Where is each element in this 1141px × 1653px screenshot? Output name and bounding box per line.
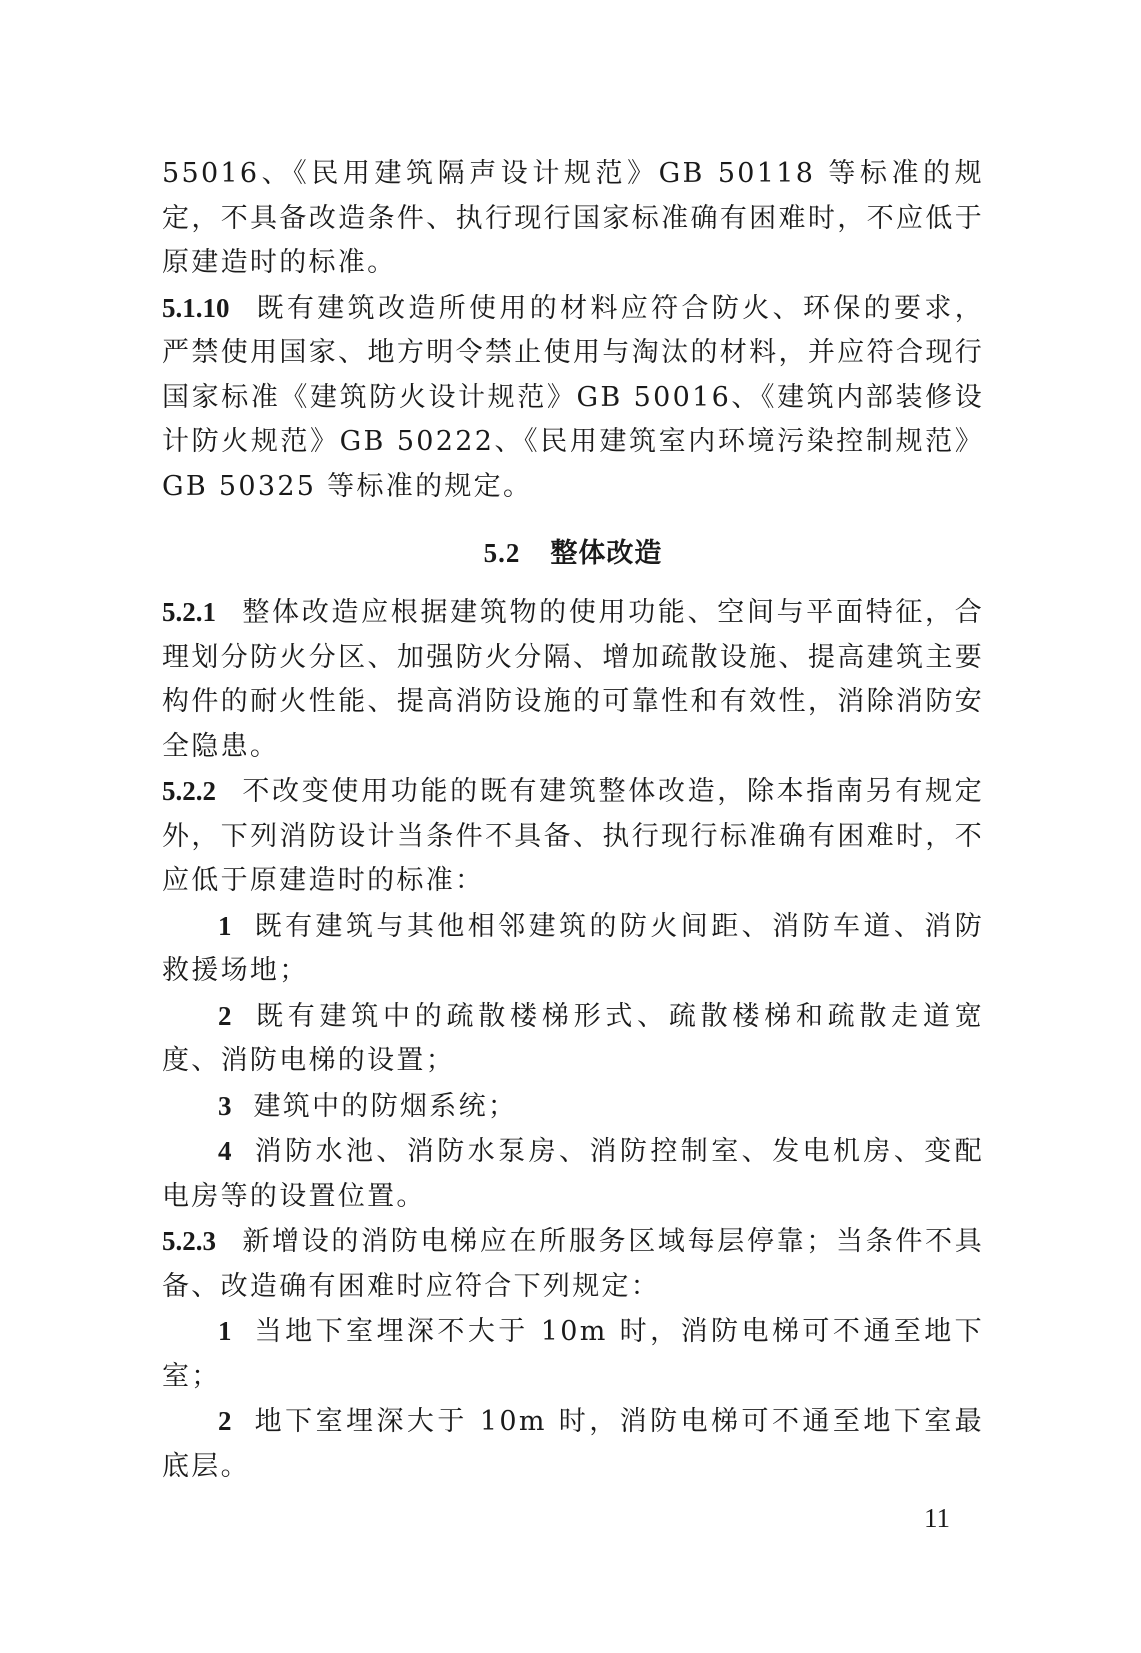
section-title: 整体改造 bbox=[550, 538, 663, 569]
clause-text: 不改变使用功能的既有建筑整体改造，除本指南另有规定外，下列消防设计当条件不具备、执行现行标准确有困难时，不应低于原建造时的标准： bbox=[162, 776, 984, 896]
clause-5-2-3 bbox=[162, 1219, 984, 1309]
list-item bbox=[162, 1399, 984, 1489]
item-number: 1 bbox=[218, 1316, 232, 1346]
clause-text: 新增设的消防电梯应在所服务区域每层停靠；当条件不具备、改造确有困难时应符合下列规定： bbox=[162, 1226, 984, 1302]
item-text: 地下室埋深大于 10m 时，消防电梯可不通至地下室最底层。 bbox=[162, 1406, 984, 1482]
section-heading bbox=[162, 531, 984, 576]
clause-number: 5.2.2 bbox=[162, 776, 216, 806]
item-number: 2 bbox=[218, 1000, 232, 1031]
clause-5-1-10 bbox=[162, 286, 984, 510]
item-text: 消防水池、消防水泵房、消防控制室、发电机房、变配电房等的设置位置。 bbox=[162, 1136, 984, 1212]
document-page bbox=[162, 152, 984, 1489]
clause-number: 5.2.3 bbox=[162, 1226, 216, 1256]
item-text: 既有建筑中的疏散楼梯形式、疏散楼梯和疏散走道宽度、消防电梯的设置； bbox=[162, 1000, 984, 1076]
list-item bbox=[162, 1084, 984, 1130]
clause-text: 整体改造应根据建筑物的使用功能、空间与平面特征，合理划分防火分区、加强防火分隔、增加疏散设施、提高建筑主要构件的耐火性能、提高消防设施的可靠性和有效性，消除消防安全隐患。 bbox=[162, 597, 984, 762]
list-item bbox=[162, 1309, 984, 1399]
list-item bbox=[162, 904, 984, 994]
item-text: 既有建筑与其他相邻建筑的防火间距、消防车道、消防救援场地； bbox=[162, 910, 984, 986]
page-number: 11 bbox=[924, 1503, 950, 1533]
item-number: 4 bbox=[218, 1136, 232, 1166]
paragraph-continuation: 55016、《民用建筑隔声设计规范》GB 50118 等标准的规定，不具备改造条件、执行现行国家标准确有困难时，不应低于原建造时的标准。 bbox=[162, 158, 984, 278]
item-text: 当地下室埋深不大于 10m 时，消防电梯可不通至地下室； bbox=[162, 1316, 984, 1392]
item-number: 3 bbox=[218, 1090, 232, 1121]
list-item bbox=[162, 1129, 984, 1219]
item-number: 2 bbox=[218, 1406, 232, 1436]
clause-5-2-2 bbox=[162, 769, 984, 904]
clause-text: 既有建筑改造所使用的材料应符合防火、环保的要求，严禁使用国家、地方明令禁止使用与淘汰的材料，并应符合现行国家标准《建筑防火设计规范》GB 50016、《建筑内部装修设计防火规范》GB 50222、《民用建筑室内环境污染控制规范》GB 50325 等标准的规定。 bbox=[162, 292, 984, 502]
section-number: 5.2 bbox=[483, 538, 521, 568]
clause-number: 5.1.10 bbox=[162, 292, 230, 323]
clause-number: 5.2.1 bbox=[162, 597, 216, 627]
item-text: 建筑中的防烟系统； bbox=[253, 1090, 518, 1122]
list-item bbox=[162, 994, 984, 1084]
item-number: 1 bbox=[218, 910, 232, 941]
clause-5-2-1 bbox=[162, 590, 984, 769]
